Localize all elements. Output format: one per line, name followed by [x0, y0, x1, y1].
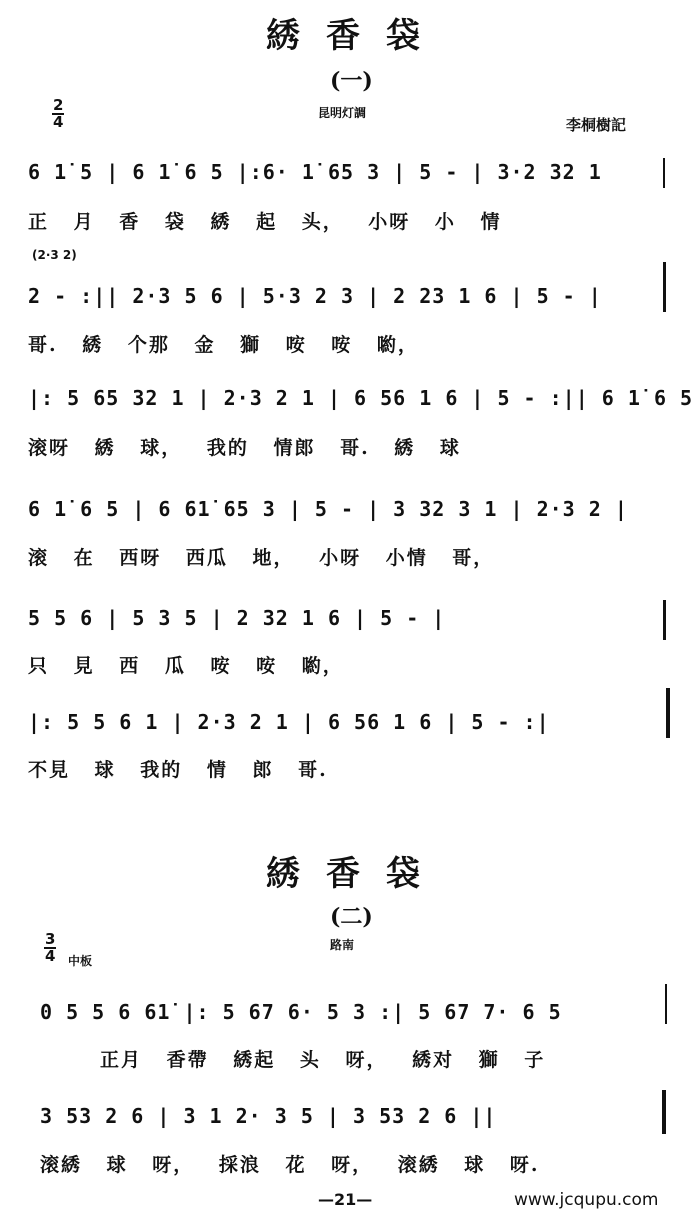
song1-lyrics-line-2: 哥. 綉 个那 金 獅 咹 咹 喲，: [28, 334, 419, 356]
song2-lyrics-line-1: 正月 香帶 綉起 头 呀， 綉对 獅 子: [100, 1049, 546, 1071]
song1-style: 昆明灯調: [318, 106, 367, 120]
barline: [666, 688, 670, 738]
song1-title: 綉香袋: [266, 16, 446, 56]
song1-notation-line-4: 6 1̇ 6 5 | 6 61̇ 65 3 | 5 - | 3 32 3 1 | 2·3 2 |: [28, 497, 628, 521]
song2-title: 綉香袋: [266, 854, 446, 894]
song1-volta: (2·3 2): [32, 248, 77, 262]
song1-lyrics-line-1: 正 月 香 袋 綉 起 头， 小呀 小 情: [28, 211, 502, 233]
song1-lyrics-line-4: 滚 在 西呀 西瓜 地， 小呀 小情 哥，: [28, 547, 495, 569]
barline: [663, 600, 666, 640]
song2-lyrics-line-2: 滚綉 球 呀， 採浪 花 呀， 滚綉 球 呀.: [40, 1154, 540, 1176]
song1-time-signature: 2 4: [53, 96, 64, 131]
song2-notation-line-1: 0 5 5 6 61̇ |: 5 67 6· 5 3 :| 5 67 7· 6 5: [40, 1000, 562, 1024]
song2-time-signature: 3 4: [45, 930, 56, 965]
barline: [663, 158, 665, 188]
song1-notation-line-1: 6 1̇ 5 | 6 1̇ 6 5 |:6· 1̇ 65 3 | 5 - | 3·2 32 1: [28, 160, 602, 184]
song1-lyrics-line-5: 只 見 西 瓜 咹 咹 喲，: [28, 655, 344, 677]
page-number: —21—: [318, 1190, 373, 1209]
song1-lyrics-line-6: 不見 球 我的 情 郎 哥.: [28, 759, 328, 781]
barline: [662, 1090, 666, 1134]
song1-lyrics-line-3: 滚呀 綉 球， 我的 情郎 哥. 綉 球: [28, 437, 461, 459]
song1-notation-line-5: 5 5 6 | 5 3 5 | 2 32 1 6 | 5 - |: [28, 606, 446, 630]
song2-tempo: 中板: [68, 954, 93, 968]
barline: [665, 984, 667, 1024]
watermark: www.jcqupu.com: [514, 1190, 659, 1210]
barline: [663, 262, 666, 312]
song2-notation-line-2: 3 53 2 6 | 3 1 2· 3 5 | 3 53 2 6 ||: [40, 1104, 497, 1128]
song1-notation-line-2: 2 - :|| 2·3 5 6 | 5·3 2 3 | 2 23 1 6 | 5 - |: [28, 284, 602, 308]
song1-notation-line-3: |: 5 65 32 1 | 2·3 2 1 | 6 56 1 6 | 5 - :|| 6 1̇ 6 5: [28, 386, 694, 410]
song1-credit: 李桐樹記: [566, 116, 627, 134]
song1-number: (一): [330, 68, 373, 94]
song2-region: 路南: [330, 938, 355, 952]
song2-number: (二): [330, 904, 373, 930]
song1-notation-line-6: |: 5 5 6 1 | 2·3 2 1 | 6 56 1 6 | 5 - :|: [28, 710, 550, 734]
